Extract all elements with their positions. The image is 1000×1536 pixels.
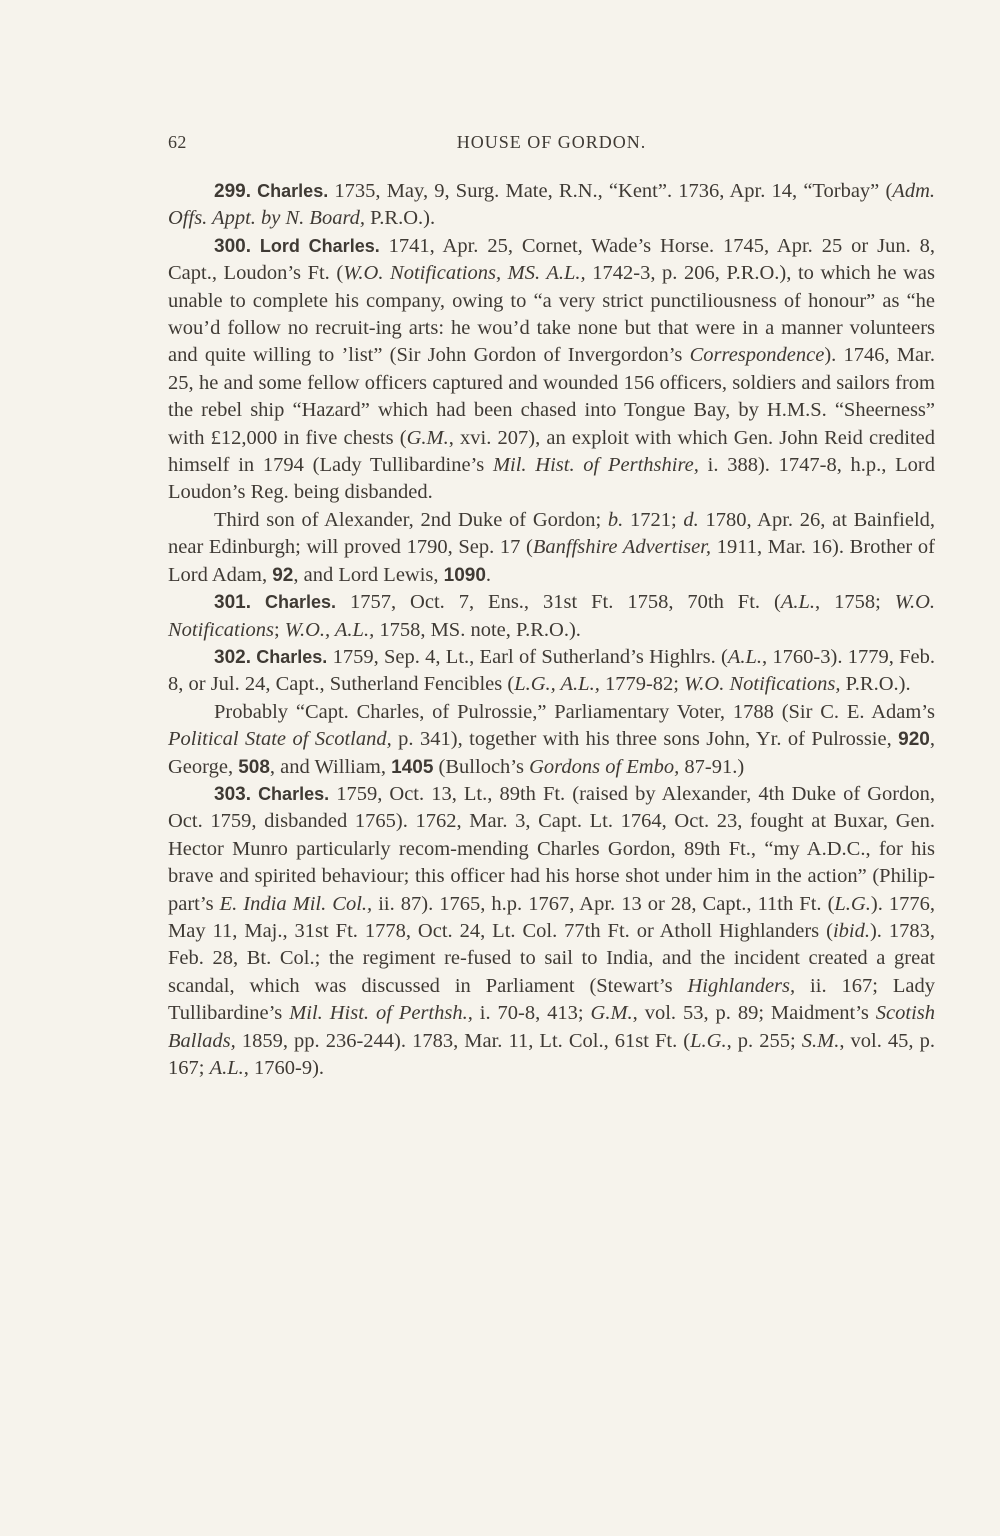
text-segment: , 1758; (815, 591, 895, 614)
note-paragraph (168, 699, 935, 781)
citation-italic: Highlanders, (687, 974, 796, 997)
citation-italic: Mil. Hist. of Perthsh., (289, 1002, 473, 1025)
citation-italic: W.O. Notifications (168, 591, 936, 641)
text-segment: , 1760-9). (243, 1057, 325, 1079)
text-segment: , and Lord Lewis, (293, 563, 444, 586)
cross-reference-number: 1405 (391, 756, 434, 778)
text-segment: Third son of Alexander, 2nd Duke of Gordon; (214, 508, 608, 531)
citation-italic: W.O. Notifications, (684, 673, 841, 696)
entry-number: 301. (214, 592, 251, 614)
text-segment: , p. 255; (726, 1029, 802, 1052)
page-number: 62 (168, 132, 187, 152)
citation-italic: ibid. (832, 919, 870, 942)
citation-italic: Mil. Hist. of Perthshire, (492, 454, 699, 477)
text-segment: , 1760-3). 1779, Feb. 8, or Jul. 24, Capt., Sutherland Fencibles ( (168, 645, 936, 696)
citation-italic: Gordons of Embo, (529, 755, 680, 778)
text-segment: 1911, Mar. 16). Brother of Lord Adam, (168, 536, 935, 586)
text-segment: (Bulloch’s (433, 755, 530, 778)
text-segment: 87-91.) (679, 755, 745, 778)
citation-italic: Scotish Ballads, (168, 1002, 936, 1052)
citation-italic: Banffshire Advertiser, (532, 536, 712, 559)
text-segment: 1735, May, 9, Surg. Mate, R.N., “Kent”. 1736, Apr. 14, “Torbay” ( (328, 180, 893, 202)
text-segment: 1780, Apr. 26, at Bainfield, near Edinburgh; will proved 1790, Sep. 17 ( (168, 508, 936, 559)
text-segment: ii. 167; Lady Tullibardine’s (168, 974, 935, 1025)
text-segment: ii. 87). 1765, h.p. 1767, Apr. 13 or 28, Capt., 11th Ft. ( (372, 892, 835, 915)
entry-number: 299. (214, 181, 251, 202)
text-segment: 1779-82; (599, 673, 685, 696)
note-paragraph (168, 507, 935, 589)
text-segment: 1757, Oct. 7, Ens., 31st Ft. 1758, 70th Ft. ( (336, 591, 781, 614)
text-segment: , xvi. 207), an exploit with which Gen. John Reid credited himself in 1794 (Lady Tullibardine’s (168, 426, 935, 477)
citation-italic: L.G., A.L., (514, 673, 600, 696)
citation-italic: Adm. Offs. Appt. by N. Board, (168, 180, 935, 230)
entry-paragraph (168, 233, 935, 507)
entry-number: 303. (214, 783, 251, 805)
entry-paragraph (168, 178, 935, 233)
text-segment: . (485, 563, 492, 586)
text-segment: 1741, Apr. 25, Cornet, Wade’s Horse. 1745, Apr. 25 or Jun. 8, Capt., Loudon’s Ft. ( (168, 234, 935, 285)
text-segment: 1758, MS. note, P.R.O.). (374, 618, 581, 641)
entry-paragraph (168, 589, 935, 644)
cross-reference-number: 1090 (443, 564, 486, 586)
citation-italic: G.M. (406, 426, 449, 449)
text-segment: 1742-3, p. 206, P.R.O.), to which he was unable to complete his company, owing to “a very strict punctiliousness of honour” as “he wou’d follow no recruit-ing arts: he wou’d take none but that were in a manner volunteers and quite willing to ’list” (Sir John Gordon of Invergordon’s (168, 262, 935, 367)
citation-italic: W.O. Notifications, MS. A.L., (343, 262, 586, 285)
text-segment: 1721; (623, 508, 684, 531)
citation-italic: L.G. (834, 892, 871, 915)
page-header (168, 132, 935, 156)
text-segment: , George, (168, 728, 935, 778)
text-segment: Probably “Capt. Charles, of Pulrossie,” Parliamentary Voter, 1788 (Sir C. E. Adam’s (214, 700, 935, 723)
text-segment: , and William, (269, 755, 392, 778)
text-segment: i. 388). 1747-8, h.p., Lord Loudon’s Reg. being disbanded. (168, 454, 936, 504)
text-segment: 1859, pp. 236-244). 1783, Mar. 11, Lt. Col., 61st Ft. ( (235, 1029, 691, 1052)
citation-italic: G.M. (590, 1002, 633, 1025)
citation-italic: W.O., A.L., (284, 618, 375, 641)
citation-italic: d. (683, 508, 699, 531)
entry-name: Charles. (256, 646, 328, 667)
text-segment: p. 341), together with his three sons John, Yr. of Pulrossie, (391, 728, 899, 751)
text-segment: ). 1783, Feb. 28, Bt. Col.; the regiment re-fused to sail to India, and the incident created a great scandal, which was discussed in Parliament (Stewart’s (168, 919, 935, 997)
citation-italic: S.M. (801, 1029, 840, 1052)
text-segment: , vol. 53, p. 89; Maidment’s (632, 1002, 876, 1025)
text-segment: ; (273, 618, 285, 641)
citation-italic: A.L. (209, 1057, 244, 1079)
running-title: HOUSE OF GORDON. (456, 132, 647, 152)
text-segment: 1759, Oct. 13, Lt., 89th Ft. (raised by Alexander, 4th Duke of Gordon, Oct. 1759, disbanded 1765). 1762, Mar. 3, Capt. Lt. 1764, Oct. 23, fought at Buxar, Gen. Hector Munro particularly recom-mending Charles Gordon, 89th Ft., “my A.D.C., for his brave and spirited behaviour; this officer had his horse shot under him in the action” (Philip-part’s (168, 782, 935, 915)
text-segment: , vol. 45, p. 167; (168, 1029, 935, 1079)
cross-reference-number: 92 (272, 564, 294, 586)
entry-name: Charles. (257, 181, 329, 201)
text-segment: ). 1776, May 11, Maj., 31st Ft. 1778, Oct. 24, Lt. Col. 77th Ft. or Atholl Highlanders ( (168, 892, 936, 942)
entry-number: 300. (214, 235, 251, 257)
cross-reference-number: 508 (238, 756, 270, 778)
citation-italic: L.G. (690, 1029, 727, 1052)
body-text (168, 178, 935, 1082)
entry-name: Lord Charles. (259, 235, 380, 256)
entry-paragraph (168, 781, 935, 1082)
citation-italic: b. (607, 508, 624, 531)
text-segment: i. 70-8, 413; (472, 1002, 591, 1025)
entry-name: Charles. (258, 783, 330, 804)
citation-italic: A.L. (727, 645, 763, 668)
text-segment: 1759, Sep. 4, Lt., Earl of Sutherland’s Highlrs. ( (327, 645, 728, 668)
citation-italic: A.L. (780, 591, 816, 614)
citation-italic: Political State of Scotland, (168, 728, 392, 751)
citation-italic: E. India Mil. Col., (219, 892, 373, 915)
text-segment: P.R.O.). (365, 207, 436, 230)
text-segment: P.R.O.). (840, 673, 911, 696)
entry-paragraph (168, 644, 935, 699)
text-segment: ). 1746, Mar. 25, he and some fellow officers captured and wounded 156 officers, soldiers and sailors from the rebel ship “Hazard” which had been chased into Tongue Bay, by H.M.S. “Sheerness” with £12,000 in five chests ( (168, 344, 935, 449)
entry-number: 302. (214, 646, 251, 668)
cross-reference-number: 920 (898, 729, 930, 751)
entry-name: Charles. (264, 592, 336, 613)
citation-italic: Correspondence (689, 344, 825, 367)
